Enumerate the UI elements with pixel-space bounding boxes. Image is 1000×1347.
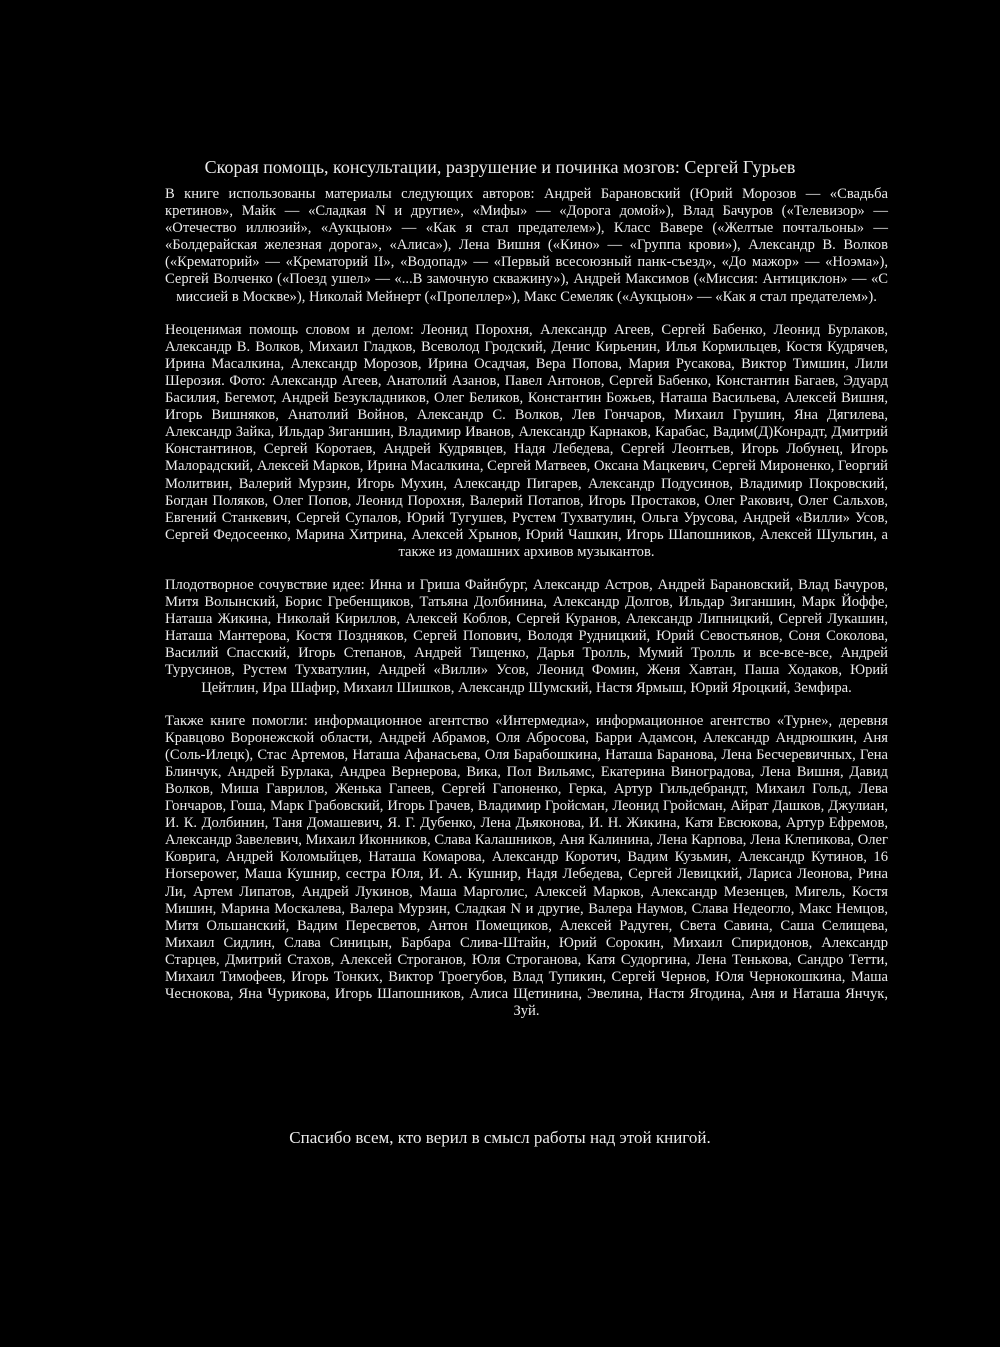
- page-heading: Скорая помощь, консультации, разрушение и починка мозгов: Сергей Гурьев: [204, 157, 796, 177]
- credits-body: [165, 186, 888, 1036]
- also-helped-paragraph: Также книге помогли: информационное агентство «Интермедиа», информационное агентство «Турне», деревня Кравцово Воронежской области, Андрей Абрамов, Оля Абросова, Барри Адамсон, Александр Андрюшкин, Аня (Соль-Илецк), Стас Артемов, Наташа Афанасьева, Оля Барабошкина, Наташа Баранова, Лена Бесчеревичных, Гена Блинчук, Андрей Бурлака, Андреа Вернерова, Вика, Пол Вильямс, Екатерина Виноградова, Лена Вишня, Давид Волков, Миша Гаврилов, Женька Гапеев, Сергей Гапоненко, Герка, Артур Гильдебрандт, Михаил Гольд, Лева Гончаров, Гоша, Марк Грабовский, Игорь Грачев, Владимир Гройсман, Леонид Гройсман, Айрат Дашков, Джулиан, И. К. Долбинин, Таня Домашевич, Я. Г. Дубенко, Лена Дьяконова, И. Н. Жикина, Катя Евсюкова, Артур Ефремов, Александр Завелевич, Михаил Иконников, Слава Калашников, Аня Калинина, Лена Карпова, Лена Клепикова, Олег Коврига, Андрей Коломыйцев, Наташа Комарова, Александр Коротич, Вадим Кузьмин, Александр Кутинов, 16 Horsepower, Маша Кушнир, сестра Юля, И. А. Кушнир, Надя Лебедева, Сергей Левицкий, Лариса Леонова, Рина Ли, Артем Липатов, Андрей Лукинов, Маша Марголис, Алексей Марков, Александр Мезенцев, Мигель, Костя Мишин, Марина Москалева, Валера Мурзин, Сладкая N и другие, Валера Наумов, Слава Недеогло, Макс Немцов, Митя Ольшанский, Вадим Пересветов, Антон Помещиков, Алексей Радуген, Света Савина, Саша Селищева, Михаил Сидлин, Слава Синицын, Барбара Слива-Штайн, Юрий Сорокин, Михаил Спиридонов, Александр Старцев, Дмитрий Стахов, Алексей Строганов, Юля Строганова, Катя Судоргина, Лена Тенькова, Сандро Тетти, Михаил Тимофеев, Игорь Тонких, Виктор Троегубов, Влад Тупикин, Сергей Чернов, Юля Чернокошкина, Маша Чеснокова, Яна Чурикова, Игорь Шапошников, Алиса Щетинина, Эвелина, Настя Ягодина, Аня и Наташа Янчук, Зуй.: [165, 712, 888, 1020]
- closing-line: Спасибо всем, кто верил в смысл работы над этой книгой.: [289, 1128, 711, 1147]
- authors-paragraph: В книге использованы материалы следующих авторов: Андрей Барановский (Юрий Морозов — «Свадьба кретинов», Майк — «Сладкая N и другие», «Мифы» — «Дорога домой»), Влад Бачуров («Телевизор» — «Отечество иллюзий», «Аукцыон» — «Как я стал предателем»), Класс Вавере («Желтые почтальоны» — «Болдерайская железная дорога», «Алиса»), Лена Вишня («Кино» — «Группа крови»), Александр В. Волков («Крематорий» — «Крематорий II», «Водопад» — «Первый всесоюзный панк-съезд», «До мажор» — «Ноэма»), Сергей Волченко («Поезд ушел» — «...В замочную скважину»), Андрей Максимов («Миссия: Антициклон» — «С миссией в Москве»), Николай Мейнерт («Пропеллер»), Макс Семеляк («Аукцыон» — «Как я стал предателем»).: [165, 186, 888, 305]
- sympathy-paragraph: Плодотворное сочувствие идее: Инна и Гриша Файнбург, Александр Астров, Андрей Барановский, Влад Бачуров, Митя Волынский, Борис Гребенщиков, Татьяна Долбинина, Александр Долгов, Ильдар Зиганшин, Марк Йоффе, Наташа Жикина, Николай Кириллов, Алексей Коблов, Сергей Куранов, Александр Липницкий, Сергей Лукашин, Наташа Мантерова, Костя Поздняков, Сергей Попович, Володя Рудницкий, Юрий Севостьянов, Соня Соколова, Василий Спасский, Игорь Степанов, Андрей Тищенко, Дарья Тролль, Мумий Тролль и все-все-все, Андрей Турусинов, Рустем Тухватулин, Андрей «Вилли» Усов, Леонид Фомин, Женя Хавтан, Паша Ходаков, Юрий Цейтлин, Ира Шафир, Михаил Шишков, Александр Шумский, Настя Ярмыш, Юрий Яроцкий, Земфира.: [165, 576, 888, 696]
- help-paragraph: Неоценимая помощь словом и делом: Леонид Порохня, Александр Агеев, Сергей Бабенко, Леонид Бурлаков, Александр В. Волков, Михаил Гладков, Всеволод Гродский, Денис Кирьенин, Илья Кормильцев, Костя Кудрячев, Ирина Масалкина, Александр Морозов, Ирина Осадчая, Вера Попова, Мария Русакова, Виктор Тимшин, Лили Шерозия. Фото: Александр Агеев, Анатолий Азанов, Павел Антонов, Сергей Бабенко, Константин Багаев, Эдуард Басилия, Бегемот, Андрей Безукладников, Олег Беликов, Константин Божьев, Наташа Васильева, Алексей Вишня, Игорь Вишняков, Анатолий Войнов, Александр С. Волков, Лев Гончаров, Михаил Грушин, Яна Дягилева, Александр Зайка, Ильдар Зиганшин, Владимир Иванов, Александр Карнаков, Карабас, Вадим(Д)Конрадт, Дмитрий Константинов, Сергей Коротаев, Андрей Кудрявцев, Надя Лебедева, Сергей Леонтьев, Игорь Лобунец, Игорь Малорадский, Алексей Марков, Ирина Масалкина, Сергей Матвеев, Оксана Мацкевич, Сергей Мироненко, Георгий Молитвин, Валерий Мурзин, Игорь Мухин, Александр Пигарев, Александр Подусинов, Владимир Покровский, Богдан Поляков, Олег Попов, Леонид Порохня, Валерий Потапов, Игорь Простаков, Олег Ракович, Олег Сальхов, Евгений Станкевич, Сергей Супалов, Юрий Тугушев, Рустем Тухватулин, Ольга Урусова, Андрей «Вилли» Усов, Сергей Федосеенко, Марина Хитрина, Алексей Хрынов, Юрий Чашкин, Игорь Шапошников, Алексей Шульгин, а также из домашних архивов музыкантов.: [165, 321, 888, 560]
